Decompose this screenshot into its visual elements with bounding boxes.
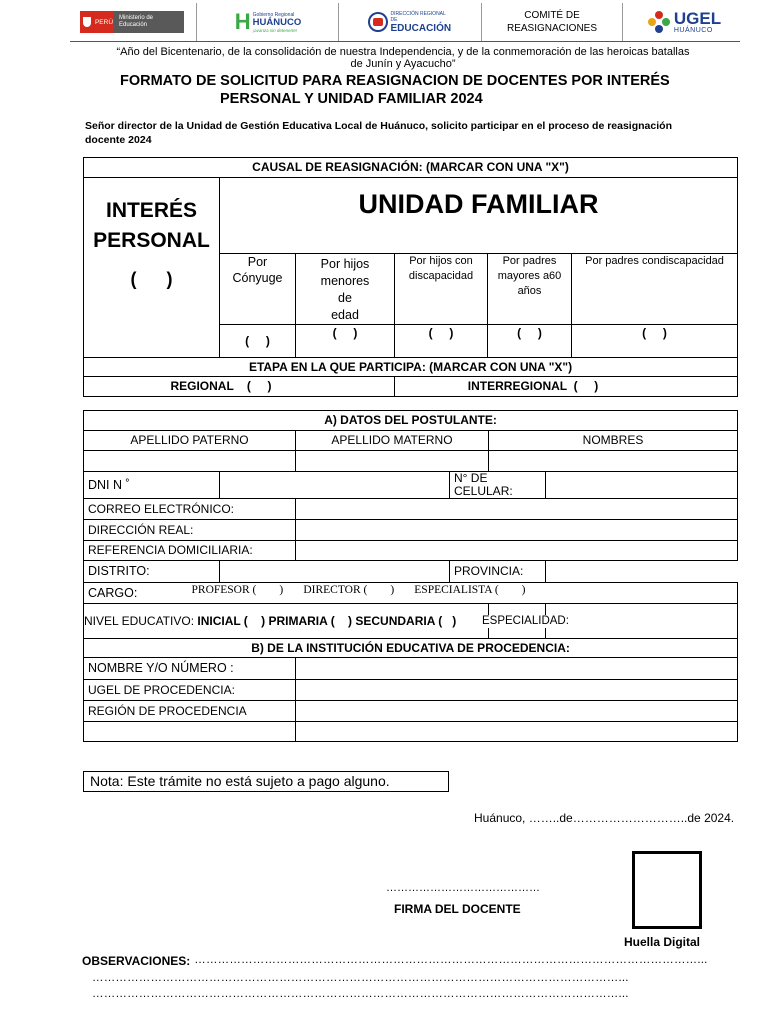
option-conyuge-mark[interactable]: ( ) — [220, 325, 296, 358]
cargo-label: CARGO: — [84, 583, 220, 604]
intro-text: Señor director de la Unidad de Gestión Educativa Local de Huánuco, solicito participar en el proceso de reasignación docente 2024 — [85, 120, 672, 146]
unidad-familiar-title: UNIDAD FAMILIAR — [220, 178, 738, 254]
motto: “Año del Bicentenario, de la consolidación de nuestra Independencia, y de la conmemoración de las heroicas batallas de Junín y Ayacucho” — [116, 46, 690, 70]
causal-header: CAUSAL DE REASIGNACIÓN: (MARCAR CON UNA "X") — [84, 158, 738, 178]
observaciones[interactable] — [82, 954, 708, 1000]
correo-field[interactable] — [296, 499, 738, 520]
signature-label: FIRMA DEL DOCENTE — [394, 902, 521, 916]
huanuco-logo: H Gobierno Regional HUÁNUCO ¡avanza sin detenerte! — [234, 9, 302, 34]
etapa-regional[interactable]: REGIONAL ( ) — [84, 377, 395, 397]
observaciones-line-3[interactable]: ………………………………………………………………………………………………………………………... — [92, 988, 629, 1000]
peru-shield-icon — [80, 11, 93, 33]
referencia-field[interactable] — [296, 541, 738, 561]
interes-personal-mark[interactable]: ( ) — [130, 269, 173, 289]
option-hijos-discapacidad-mark[interactable]: ( ) — [395, 325, 488, 358]
nombres-field[interactable] — [489, 451, 738, 472]
signature-line[interactable]: …………………………………… — [386, 882, 540, 894]
etapa-interregional[interactable]: INTERREGIONAL ( ) — [395, 377, 738, 397]
option-hijos-menores-label: Por hijos menores de edad — [296, 254, 395, 325]
provincia-field[interactable] — [546, 561, 738, 583]
option-padres-discapacidad-label: Por padres condiscapacidad — [572, 254, 738, 325]
note-box: Nota: Este trámite no está sujeto a pago alguno. — [83, 771, 449, 792]
option-hijos-discapacidad-label: Por hijos con discapacidad — [395, 254, 488, 325]
ugel-logo: UGEL HUÁNUCO — [642, 4, 726, 40]
distrito-label: DISTRITO: — [84, 561, 220, 583]
dre-logo: DIRECCIÓN REGIONAL DE EDUCACIÓN — [368, 4, 452, 40]
direccion-field[interactable] — [296, 520, 738, 541]
header-logos — [0, 0, 768, 42]
nombre-ie-field[interactable] — [296, 658, 738, 680]
fingerprint-box[interactable] — [632, 851, 702, 929]
provincia-label: PROVINCIA: — [450, 561, 546, 583]
interes-personal-cell[interactable]: INTERÉS PERSONAL ( ) — [84, 178, 220, 358]
celular-label: N° DE CELULAR: — [450, 472, 546, 499]
apellido-paterno-field[interactable] — [84, 451, 296, 472]
fingerprint-label: Huella Digital — [624, 935, 701, 949]
especialidad-label: ESPECIALIDAD: — [489, 604, 546, 639]
dni-label: DNI N ˚ — [84, 472, 220, 499]
institucion-header: B) DE LA INSTITUCIÓN EDUCATIVA DE PROCEDENCIA: — [84, 639, 738, 658]
datos-header: A) DATOS DEL POSTULANTE: — [84, 411, 738, 431]
option-padres-mayores-label: Por padres mayores a60 años — [488, 254, 572, 325]
distrito-field[interactable] — [220, 561, 450, 583]
causal-table — [83, 157, 738, 397]
nivel-educativo[interactable]: NIVEL EDUCATIVO: INICIAL ( ) PRIMARIA ( ) SECUNDARIA ( ) — [84, 604, 489, 639]
col-apellido-materno: APELLIDO MATERNO — [296, 431, 489, 451]
col-apellido-paterno: APELLIDO PATERNO — [84, 431, 296, 451]
especialidad-field[interactable] — [546, 604, 738, 639]
dni-field[interactable] — [220, 472, 450, 499]
observaciones-line-1[interactable]: …………………………………………………………………………………………………………………... — [194, 954, 708, 966]
datos-table — [83, 410, 738, 742]
extra-row-label — [84, 722, 296, 742]
h-letter-icon: H — [234, 9, 251, 34]
correo-label: CORREO ELECTRÓNICO: — [84, 499, 296, 520]
extra-row-field[interactable] — [296, 722, 738, 742]
ugel-flower-icon — [647, 10, 671, 34]
ugel-procedencia-label: UGEL DE PROCEDENCIA: — [84, 680, 296, 701]
option-padres-discapacidad-mark[interactable]: ( ) — [572, 325, 738, 358]
apellido-materno-field[interactable] — [296, 451, 489, 472]
option-conyuge-label: Por Cónyuge — [220, 254, 296, 325]
ugel-procedencia-field[interactable] — [296, 680, 738, 701]
observaciones-line-2[interactable]: ………………………………………………………………………………………………………………………... — [92, 972, 629, 984]
cargo-options[interactable]: PROFESOR ( ) DIRECTOR ( ) ESPECIALISTA ( ) — [220, 583, 738, 604]
referencia-label: REFERENCIA DOMICILIARIA: — [84, 541, 296, 561]
dre-emblem-icon — [368, 12, 388, 32]
minedu-logo: PERÚ Ministerio de Educación — [80, 4, 184, 40]
celular-field[interactable] — [546, 472, 738, 499]
region-procedencia-field[interactable] — [296, 701, 738, 722]
option-hijos-menores-mark[interactable]: ( ) — [296, 325, 395, 358]
committee-label: COMITÉ DE REASIGNACIONES — [506, 10, 598, 34]
nombre-ie-label: NOMBRE Y/O NÚMERO : — [84, 658, 296, 680]
direccion-label: DIRECCIÓN REAL: — [84, 520, 296, 541]
page-title: FORMATO DE SOLICITUD PARA REASIGNACION DE DOCENTES POR INTERÉS PERSONAL Y UNIDAD FAMILIAR 2024 — [120, 73, 670, 107]
col-nombres: NOMBRES — [489, 431, 738, 451]
region-procedencia-label: REGIÓN DE PROCEDENCIA — [84, 701, 296, 722]
observaciones-label: OBSERVACIONES: — [82, 954, 191, 968]
etapa-header: ETAPA EN LA QUE PARTICIPA: (MARCAR CON UNA "X") — [84, 358, 738, 377]
option-padres-mayores-mark[interactable]: ( ) — [488, 325, 572, 358]
date-line: Huánuco, ……..de………………………..de 2024. — [474, 811, 735, 825]
